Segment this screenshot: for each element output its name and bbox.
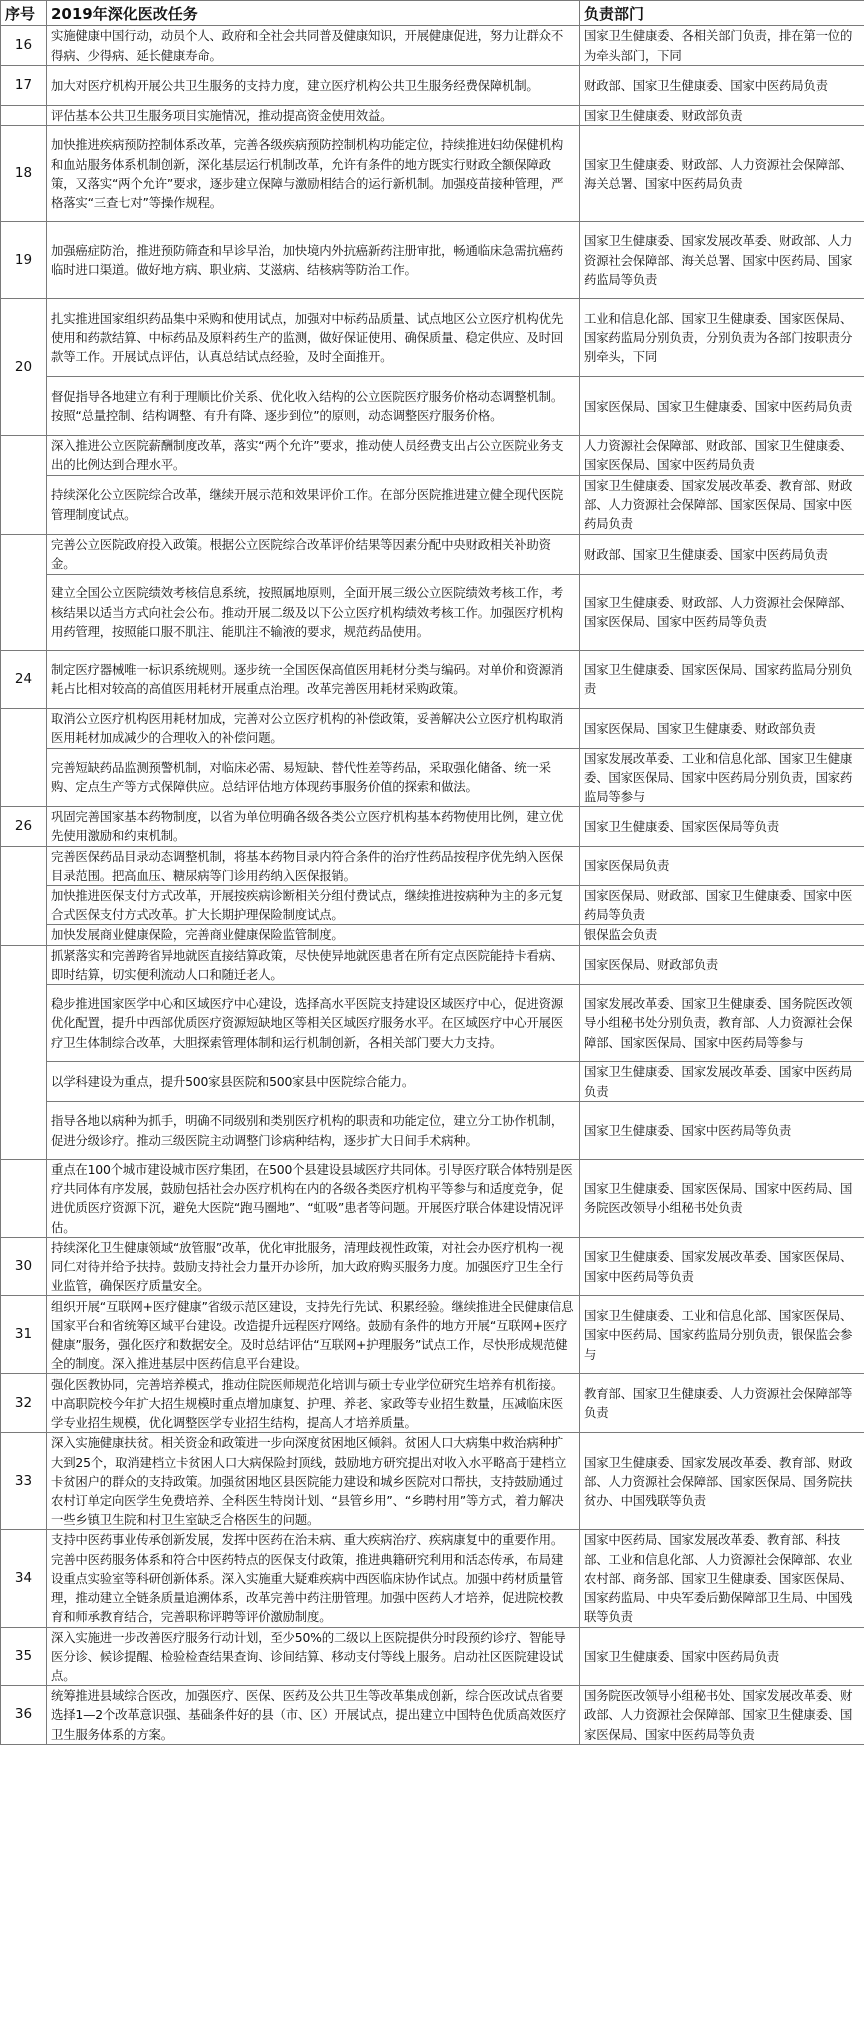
- task-cell: 稳步推进国家医学中心和区域医疗中心建设，选择高水平医院支持建设区域医疗中心，促进资源优化配置，提升中西部优质医疗资源短缺地区等相关区域医疗服务水平。在区域医疗中心开展医疗卫生体制综合改革，大胆探索管理体制和运行机制创新，各相关部门要大力支持。: [47, 985, 580, 1062]
- department-cell: 国家发展改革委、工业和信息化部、国家卫生健康委、国家医保局、国家中医药局分别负责，国家药监局等参与: [580, 748, 864, 807]
- table-row: [1, 1160, 864, 1238]
- table-row: [1, 66, 864, 106]
- table-row: [1, 1433, 864, 1530]
- department-cell: 国家卫生健康委、国家发展改革委、教育部、财政部、人力资源社会保障部、国家医保局、国家中医药局负责: [580, 475, 864, 534]
- department-cell: 财政部、国家卫生健康委、国家中医药局负责: [580, 534, 864, 574]
- table-row: [1, 985, 864, 1062]
- department-cell: 国家卫生健康委、国家发展改革委、国家医保局、国家中医药局等负责: [580, 1237, 864, 1296]
- table-row: [1, 1237, 864, 1296]
- task-cell: 完善短缺药品监测预警机制，对临床必需、易短缺、替代性差等药品，采取强化储备、统一采购、定点生产等方式保障供应。总结评估地方体现药事服务价值的探索和做法。: [47, 748, 580, 807]
- row-number: [1, 534, 47, 650]
- header-task: 2019年深化医改任务: [47, 1, 580, 26]
- table-row: [1, 708, 864, 748]
- table-row: [1, 436, 864, 475]
- row-number: 33: [1, 1433, 47, 1530]
- table-row: [1, 925, 864, 945]
- task-cell: 持续深化卫生健康领域“放管服”改革，优化审批服务，清理歧视性政策，对社会办医疗机构一视同仁对待并给予扶持。鼓励支持社会力量开办诊所，加大政府购买服务力度。加强医疗卫生全行业监管，确保医疗质量安全。: [47, 1237, 580, 1296]
- task-cell: 深入实施健康扶贫。相关资金和政策进一步向深度贫困地区倾斜。贫困人口大病集中救治病种扩大到25个，取消建档立卡贫困人口大病保险封顶线，鼓励地方研究提出对收入水平略高于建档立卡贫困户的群众的支持政策。加强贫困地区县医院能力建设和城乡医院对口帮扶，支持鼓励通过农村订单定向医学生免费培养、全科医生特岗计划、“县管乡用”、“乡聘村用”等方式，着力解决一些乡镇卫生院和村卫生室缺乏合格医生的问题。: [47, 1433, 580, 1530]
- table-row: [1, 945, 864, 984]
- row-number: [1, 945, 47, 1159]
- table-row: [1, 299, 864, 377]
- task-cell: 巩固完善国家基本药物制度，以省为单位明确各级各类公立医疗机构基本药物使用比例，建立优先使用激励和约束机制。: [47, 807, 580, 846]
- task-cell: 加快推进医保支付方式改革，开展按疾病诊断相关分组付费试点，继续推进按病种为主的多元复合式医保支付方式改革。扩大长期护理保险制度试点。: [47, 886, 580, 925]
- header-dept: 负责部门: [580, 1, 864, 26]
- table-row: [1, 1627, 864, 1686]
- table-row: [1, 126, 864, 222]
- department-cell: 国家发展改革委、国家卫生健康委、国务院医改领导小组秘书处分别负责，教育部、人力资源社会保障部、国家医保局、国家中医药局等参与: [580, 985, 864, 1062]
- row-number: [1, 846, 47, 945]
- table-row: [1, 574, 864, 650]
- table-row: [1, 106, 864, 126]
- department-cell: 国家卫生健康委、财政部、人力资源社会保障部、国家医保局、国家中医药局等负责: [580, 574, 864, 650]
- row-number: 34: [1, 1530, 47, 1627]
- row-number: 26: [1, 807, 47, 846]
- department-cell: 国务院医改领导小组秘书处、国家发展改革委、财政部、人力资源社会保障部、国家卫生健康委、国家医保局、国家中医药局等负责: [580, 1686, 864, 1745]
- table-row: [1, 1530, 864, 1627]
- header-row: [1, 1, 864, 26]
- department-cell: 工业和信息化部、国家卫生健康委、国家医保局、国家药监局分别负责，分别负责为各部门按职责分别牵头，下同: [580, 299, 864, 377]
- task-cell: 加强癌症防治，推进预防筛查和早诊早治，加快境内外抗癌新药注册审批，畅通临床急需抗癌药临时进口渠道。做好地方病、职业病、艾滋病、结核病等防治工作。: [47, 222, 580, 299]
- department-cell: 国家中医药局、国家发展改革委、教育部、科技部、工业和信息化部、人力资源社会保障部、农业农村部、商务部、国家卫生健康委、国家医保局、国家药监局、中央军委后勤保障部卫生局、中国残联等负责: [580, 1530, 864, 1627]
- task-cell: 持续深化公立医院综合改革，继续开展示范和效果评价工作。在部分医院推进建立健全现代医院管理制度试点。: [47, 475, 580, 534]
- table-row: [1, 1686, 864, 1745]
- department-cell: 国家卫生健康委、国家中医药局等负责: [580, 1102, 864, 1160]
- table-body: [1, 26, 864, 1745]
- table-row: [1, 1102, 864, 1160]
- department-cell: 国家卫生健康委、财政部、人力资源社会保障部、海关总署、国家中医药局负责: [580, 126, 864, 222]
- row-number: 36: [1, 1686, 47, 1745]
- task-cell: 建立全国公立医院绩效考核信息系统，按照属地原则，全面开展三级公立医院绩效考核工作，考核结果以适当方式向社会公布。推动开展二级及以下公立医疗机构绩效考核工作。加强医疗机构用药管理，按照能口服不肌注、能肌注不输液的要求，规范药品使用。: [47, 574, 580, 650]
- task-cell: 督促指导各地建立有利于理顺比价关系、优化收入结构的公立医院医疗服务价格动态调整机制。按照“总量控制、结构调整、有升有降、逐步到位”的原则，动态调整医疗服务价格。: [47, 377, 580, 436]
- task-cell: 完善医保药品目录动态调整机制，将基本药物目录内符合条件的治疗性药品按程序优先纳入医保目录范围。把高血压、糖尿病等门诊用药纳入医保报销。: [47, 846, 580, 885]
- table-row: [1, 534, 864, 574]
- row-number: 20: [1, 299, 47, 436]
- task-cell: 抓紧落实和完善跨省异地就医直接结算政策，尽快使异地就医患者在所有定点医院能持卡看病、即时结算，切实便利流动人口和随迁老人。: [47, 945, 580, 984]
- task-cell: 深入实施进一步改善医疗服务行动计划，至少50%的二级以上医院提供分时段预约诊疗、智能导医分诊、候诊提醒、检验检查结果查询、诊间结算、移动支付等线上服务。启动社区医院建设试点。: [47, 1627, 580, 1686]
- department-cell: 国家卫生健康委、工业和信息化部、国家医保局、国家中医药局、国家药监局分别负责，银保监会参与: [580, 1296, 864, 1374]
- table-row: [1, 475, 864, 534]
- department-cell: 国家医保局、国家卫生健康委、财政部负责: [580, 708, 864, 748]
- task-cell: 组织开展“互联网+医疗健康”省级示范区建设，支持先行先试、积累经验。继续推进全民健康信息国家平台和省统筹区域平台建设。改造提升远程医疗网络。鼓励有条件的地方开展“互联网+医疗健康”服务，强化医疗和数据安全。及时总结评估“互联网+护理服务”试点工作，尽快形成规范健全的制度。深入推进基层中医药信息平台建设。: [47, 1296, 580, 1374]
- table-row: [1, 1296, 864, 1374]
- task-cell: 加快发展商业健康保险，完善商业健康保险监管制度。: [47, 925, 580, 945]
- row-number: [1, 106, 47, 126]
- task-cell: 加大对医疗机构开展公共卫生服务的支持力度，建立医疗机构公共卫生服务经费保障机制。: [47, 66, 580, 106]
- header-no: 序号: [1, 1, 47, 26]
- row-number: 31: [1, 1296, 47, 1374]
- department-cell: 国家卫生健康委、财政部负责: [580, 106, 864, 126]
- department-cell: 国家医保局、财政部、国家卫生健康委、国家中医药局等负责: [580, 886, 864, 925]
- row-number: 24: [1, 650, 47, 708]
- row-number: 17: [1, 66, 47, 106]
- task-cell: 评估基本公共卫生服务项目实施情况，推动提高资金使用效益。: [47, 106, 580, 126]
- table-row: [1, 748, 864, 807]
- department-cell: 教育部、国家卫生健康委、人力资源社会保障部等负责: [580, 1374, 864, 1433]
- table-row: [1, 846, 864, 885]
- row-number: [1, 708, 47, 807]
- department-cell: 财政部、国家卫生健康委、国家中医药局负责: [580, 66, 864, 106]
- department-cell: 国家卫生健康委、各相关部门负责，排在第一位的为牵头部门，下同: [580, 26, 864, 66]
- task-cell: 重点在100个城市建设城市医疗集团，在500个县建设县域医疗共同体。引导医疗联合体特别是医疗共同体有序发展，鼓励包括社会办医疗机构在内的各级各类医疗机构平等参与和适度竞争，促进优质医疗资源下沉，避免大医院“跑马圈地”、“虹吸”患者等问题。开展医疗联合体建设情况评估。: [47, 1160, 580, 1238]
- task-cell: 制定医疗器械唯一标识系统规则。逐步统一全国医保高值医用耗材分类与编码。对单价和资源消耗占比相对较高的高值医用耗材开展重点治理。改革完善医用耗材采购政策。: [47, 650, 580, 708]
- task-cell: 以学科建设为重点，提升500家县医院和500家县中医院综合能力。: [47, 1062, 580, 1102]
- department-cell: 人力资源社会保障部、财政部、国家卫生健康委、国家医保局、国家中医药局负责: [580, 436, 864, 475]
- table-row: [1, 807, 864, 846]
- task-cell: 支持中医药事业传承创新发展，发挥中医药在治未病、重大疾病治疗、疾病康复中的重要作用。完善中医药服务体系和符合中医药特点的医保支付政策，推进典籍研究利用和活态传承，布局建设重点实验室等科研创新体系。深入实施重大疑难疾病中西医临床协作试点。加强中药材质量管理，推动建立全链条质量追溯体系，改革完善中药注册管理。加强中医药人才培养，促进院校教育和师承教育结合，完善职称评聘等评价激励制度。: [47, 1530, 580, 1627]
- row-number: 19: [1, 222, 47, 299]
- task-cell: 强化医教协同，完善培养模式，推动住院医师规范化培训与硕士专业学位研究生培养有机衔接。中高职院校今年扩大招生规模时重点增加康复、护理、养老、家政等专业招生数量，压减临床医学专业招生规模，优化调整医学专业招生结构，提高人才培养质量。: [47, 1374, 580, 1433]
- row-number: 18: [1, 126, 47, 222]
- department-cell: 国家医保局负责: [580, 846, 864, 885]
- task-cell: 深入推进公立医院薪酬制度改革，落实“两个允许”要求，推动使人员经费支出占公立医院业务支出的比例达到合理水平。: [47, 436, 580, 475]
- task-cell: 扎实推进国家组织药品集中采购和使用试点，加强对中标药品质量、试点地区公立医疗机构优先使用和药款结算、中标药品及原料药生产的监测，做好保证使用、确保质量、稳定供应、及时回款等工作。开展试点评估，认真总结试点经验，及时全面推开。: [47, 299, 580, 377]
- table-row: [1, 377, 864, 436]
- task-cell: 实施健康中国行动，动员个人、政府和全社会共同普及健康知识，开展健康促进，努力让群众不得病、少得病、延长健康寿命。: [47, 26, 580, 66]
- task-cell: 加快推进疾病预防控制体系改革，完善各级疾病预防控制机构功能定位，持续推进妇幼保健机构和血站服务体系机制创新，深化基层运行机制改革，允许有条件的地方既实行财政全额保障政策，又落实“两个允许”要求，逐步建立保障与激励相结合的运行新机制。加强疫苗接种管理，严格落实“三查七对”等操作规程。: [47, 126, 580, 222]
- task-cell: 取消公立医疗机构医用耗材加成，完善对公立医疗机构的补偿政策，妥善解决公立医疗机构取消医用耗材加成减少的合理收入的补偿问题。: [47, 708, 580, 748]
- department-cell: 国家卫生健康委、国家中医药局负责: [580, 1627, 864, 1686]
- department-cell: 国家卫生健康委、国家发展改革委、教育部、财政部、人力资源社会保障部、国家医保局、国务院扶贫办、中国残联等负责: [580, 1433, 864, 1530]
- department-cell: 国家卫生健康委、国家医保局、国家药监局分别负责: [580, 650, 864, 708]
- table-row: [1, 222, 864, 299]
- row-number: 30: [1, 1237, 47, 1296]
- department-cell: 国家卫生健康委、国家医保局、国家中医药局、国务院医改领导小组秘书处负责: [580, 1160, 864, 1238]
- department-cell: 国家卫生健康委、国家医保局等负责: [580, 807, 864, 846]
- table-row: [1, 26, 864, 66]
- task-cell: 指导各地以病种为抓手，明确不同级别和类别医疗机构的职责和功能定位，建立分工协作机制，促进分级诊疗。推动三级医院主动调整门诊病种结构，逐步扩大日间手术病种。: [47, 1102, 580, 1160]
- table-row: [1, 1062, 864, 1102]
- row-number: 35: [1, 1627, 47, 1686]
- department-cell: 国家卫生健康委、国家发展改革委、国家中医药局负责: [580, 1062, 864, 1102]
- department-cell: 国家医保局、财政部负责: [580, 945, 864, 984]
- table-row: [1, 1374, 864, 1433]
- row-number: [1, 436, 47, 534]
- department-cell: 国家卫生健康委、国家发展改革委、财政部、人力资源社会保障部、海关总署、国家中医药局、国家药监局等负责: [580, 222, 864, 299]
- table-row: [1, 650, 864, 708]
- row-number: 32: [1, 1374, 47, 1433]
- row-number: 16: [1, 26, 47, 66]
- department-cell: 银保监会负责: [580, 925, 864, 945]
- table-row: [1, 886, 864, 925]
- task-cell: 完善公立医院政府投入政策。根据公立医院综合改革评价结果等因素分配中央财政相关补助资金。: [47, 534, 580, 574]
- task-cell: 统筹推进县域综合医改，加强医疗、医保、医药及公共卫生等改革集成创新，综合医改试点省要选择1—2个改革意识强、基础条件好的县（市、区）开展试点，提出建立中国特色优质高效医疗卫生服务体系的方案。: [47, 1686, 580, 1745]
- department-cell: 国家医保局、国家卫生健康委、国家中医药局负责: [580, 377, 864, 436]
- row-number: [1, 1160, 47, 1238]
